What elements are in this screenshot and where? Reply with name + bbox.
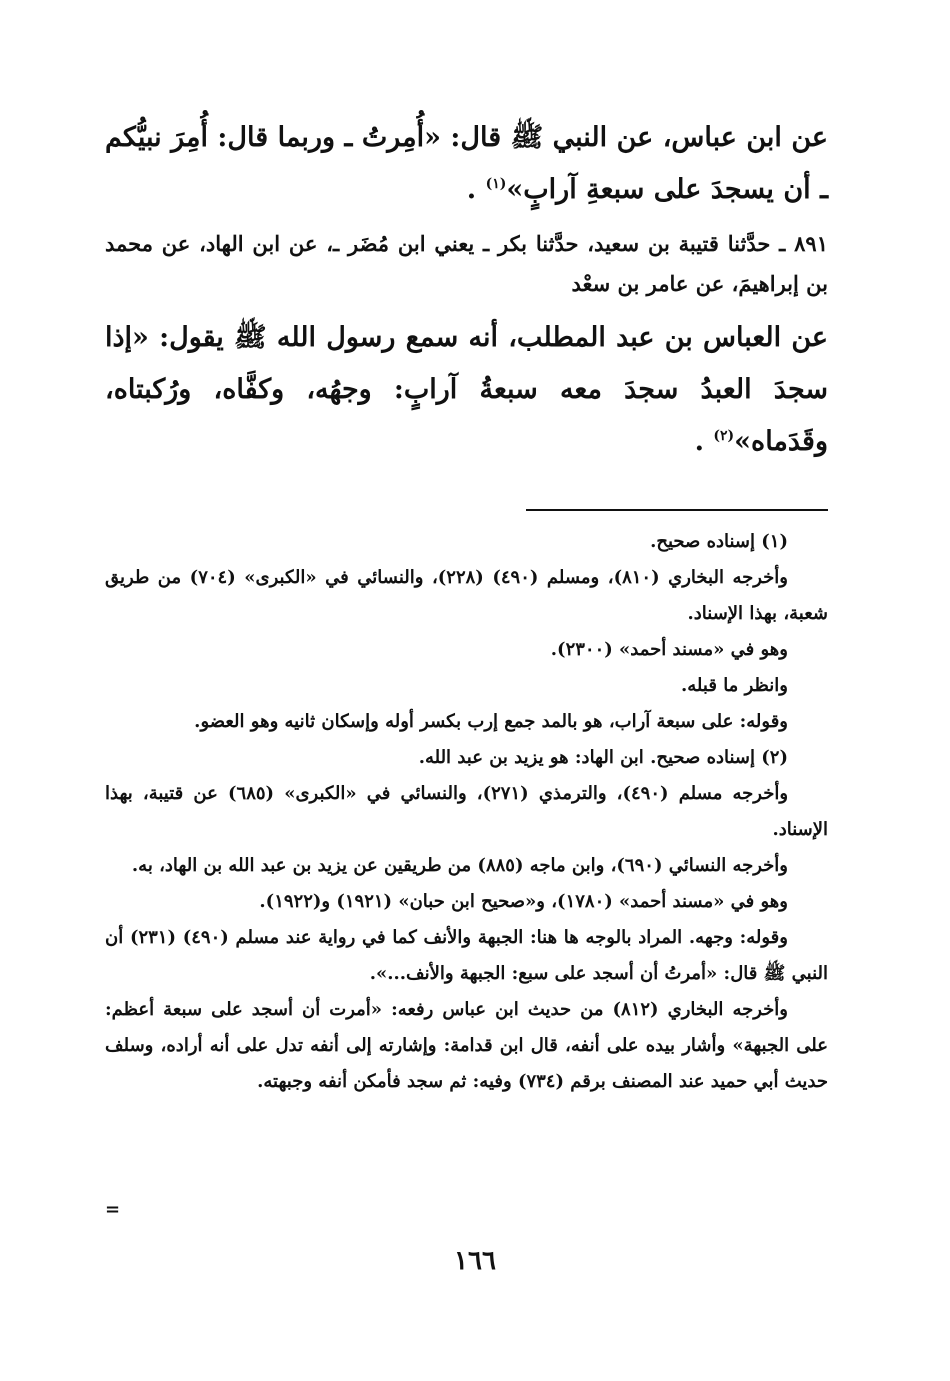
main-text [105, 112, 828, 468]
hadith-text-2-body: عن العباس بن عبد المطلب، أنه سمع رسول الله ﷺ يقول: «إذا سجدَ العبدُ سجدَ معه سبعةُ آرابٍ: وجهُه، وكفَّاه، ورُكبتاه، وقَدَماه» [105, 322, 828, 457]
continuation-mark: = [105, 1199, 121, 1220]
hadith-text-2-end: . [694, 426, 704, 457]
footnote-ref-1: (١) [485, 176, 507, 192]
hadith-text-1 [105, 112, 828, 216]
footnote-line: وهو في «مسند أحمد» (١٧٨٠)، و«صحيح ابن حبان» (١٩٢١) و(١٩٢٢). [259, 891, 788, 912]
footnote-line: وانظر ما قبله. [681, 675, 788, 696]
hadith-text-1-end: . [466, 174, 477, 205]
footnote-line: وقوله: وجهه. المراد بالوجه ها هنا: الجبهة والأنف كما في رواية عند مسلم (٤٩٠) (٢٣١) أن النبي ﷺ قال: «أمرتُ أن أسجد على سبع: الجبهة والأنف...». [105, 927, 828, 984]
footnotes [105, 524, 828, 1100]
hadith-text-2 [105, 312, 828, 468]
footnote-line: (٢) إسناده صحيح. ابن الهاد: هو يزيد بن عبد الله. [418, 747, 788, 768]
footnote-line: وهو في «مسند أحمد» (٢٣٠٠). [550, 639, 788, 660]
footnote-line: وأخرجه النسائي (٦٩٠)، وابن ماجه (٨٨٥) من طريقين عن يزيد بن عبد الله بن الهاد، به. [131, 855, 788, 876]
footnote-ref-2: (٢) [713, 428, 735, 444]
footnote-line: وقوله: على سبعة آراب، هو بالمد جمع إرب بكسر أوله وإسكان ثانيه وهو العضو. [194, 711, 788, 732]
footnote-line: (١) إسناده صحيح. [650, 531, 788, 552]
hadith-text-1-body: عن ابن عباس، عن النبي ﷺ قال: «أُمِرتُ ـ وربما قال: أُمِرَ نبيُّكم ـ أن يسجدَ على سبعةِ آرابٍ» [105, 122, 828, 205]
footnote-line: وأخرجه مسلم (٤٩٠)، والترمذي (٢٧١)، والنسائي في «الكبرى» (٦٨٥) عن قتيبة، بهذا الإسناد. [105, 783, 828, 840]
footnote-divider [526, 509, 828, 511]
footnote-line: وأخرجه البخاري (٨١٠)، ومسلم (٤٩٠) (٢٢٨)، والنسائي في «الكبرى» (٧٠٤) من طريق شعبة، بهذا الإسناد. [105, 567, 828, 624]
page-number: ١٦٦ [454, 1246, 496, 1276]
footnote-line: وأخرجه البخاري (٨١٢) من حديث ابن عباس رفعه: «أمرت أن أسجد على سبعة أعظم: على الجبهة» وأشار بيده على أنفه، قال ابن قدامة: وإشارته إلى أنفه تدل على أنه أراده، وسلف حديث أبي حميد عند المصنف برقم (٧٣٤) وفيه: ثم سجد فأمكن أنفه وجبهته. [105, 999, 828, 1092]
hadith-chain-891: ٨٩١ ـ حدَّثنا قتيبة بن سعيد، حدَّثنا بكر ـ يعني ابن مُضَر ـ، عن ابن الهاد، عن محمد بن إبراهيمَ، عن عامر بن سعْد [105, 231, 828, 296]
